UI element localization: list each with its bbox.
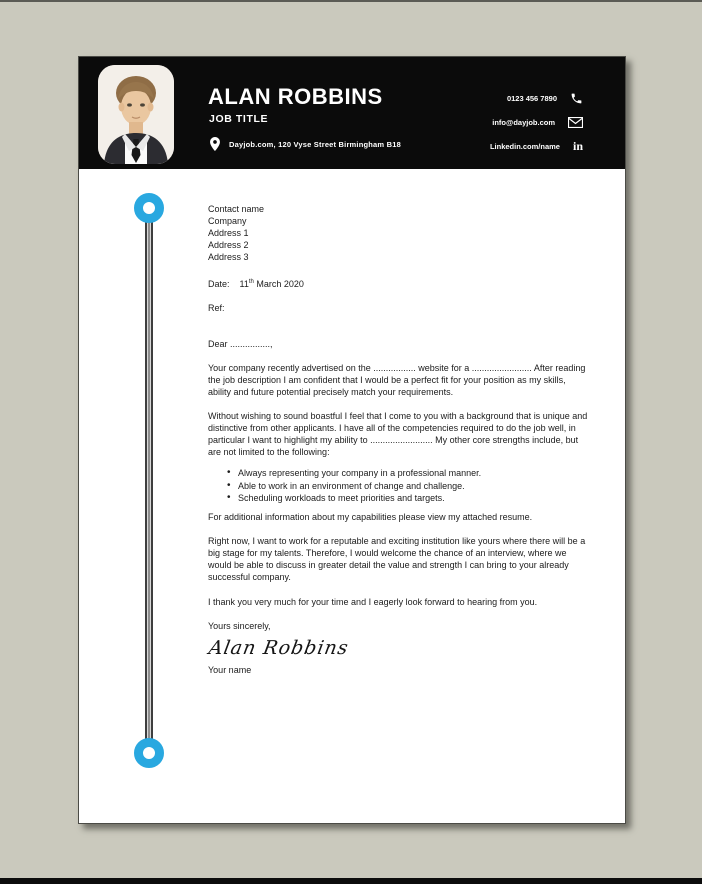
screenshot-top-border [0,0,702,2]
timeline-dot-bottom [134,738,164,768]
phone-row [490,91,583,105]
reference-label: Ref: [208,303,225,313]
address-text: Dayjob.com, 120 Vyse Street Birmingham B18 [229,139,401,149]
salutation: Dear ................, [208,339,273,349]
date-rest: March 2020 [253,279,304,289]
date-label: Date: [208,279,230,289]
linkedin-row [490,139,583,153]
timeline-dot-top [134,193,164,223]
recipient-contact-name: Contact name [208,204,265,214]
paragraph-thanks: I thank you very much for your time and I eagerly look forward to hearing from you. [208,596,538,607]
paragraph-intro: Your company recently advertised on the ................. website for a ........................ After reading the job description I am confident that I would be a perfect fit for your position as my skills, ability and future potential precisely match your requirements. [208,363,586,397]
headshot-illustration [98,65,174,164]
phone-icon [570,92,583,105]
email-row [490,115,583,129]
linkedin-handle: Linkedin.com/name [489,141,560,151]
paragraph-interview-request: Right now, I want to work for a reputable and exciting institution like yours where there will be a big stage for my talents. Therefore, I would welcome the chance of an interview, where we would be able to discuss in greater detail the value and strength I can bring to your already successful company. [208,535,586,582]
date-line [208,276,588,290]
bullet-item: • Always representing your company in a professional manner. [208,467,588,480]
timeline-rule [145,208,153,753]
address-row [210,137,401,151]
location-pin-icon [210,137,220,151]
phone-number: 0123 456 7890 [506,93,557,103]
bullet-item: • Able to work in an environment of change and challenge. [208,480,588,493]
closing-line: Yours sincerely, [208,620,271,631]
strengths-bullet-list [208,467,588,505]
recipient-address-3: Address 3 [208,252,249,262]
recipient-address-1: Address 1 [208,228,249,238]
your-name-label: Your name [208,664,252,675]
handwritten-signature: Alan Robbins [207,636,351,659]
envelope-icon [568,117,583,128]
candidate-name: ALAN ROBBINS [208,84,383,109]
date-day: 11 [239,279,249,289]
bullet-item: • Scheduling workloads to meet priorities and targets. [208,492,588,505]
email-address: info@dayjob.com [492,117,555,127]
letter-body [208,203,588,676]
cover-letter-page [78,56,626,824]
paragraph-resume-note: For additional information about my capabilities please view my attached resume. [208,511,533,522]
linkedin-icon: in [572,139,583,153]
contact-block [490,91,583,153]
recipient-address-2: Address 2 [208,240,249,250]
profile-photo [98,65,174,164]
candidate-job-title: JOB TITLE [209,113,269,125]
letterhead [79,57,625,169]
screenshot-bottom-border [0,878,702,884]
date-ordinal-suffix: th [248,279,254,285]
paragraph-strengths: Without wishing to sound boastful I feel that I come to you with a background that is unique and distinctive from other applicants. I have all of the competencies required to do the job well, in particular I want to highlight my ability to ......................... My other core strengths include, but are not limited to the following: [208,411,588,457]
recipient-company: Company [208,216,247,226]
